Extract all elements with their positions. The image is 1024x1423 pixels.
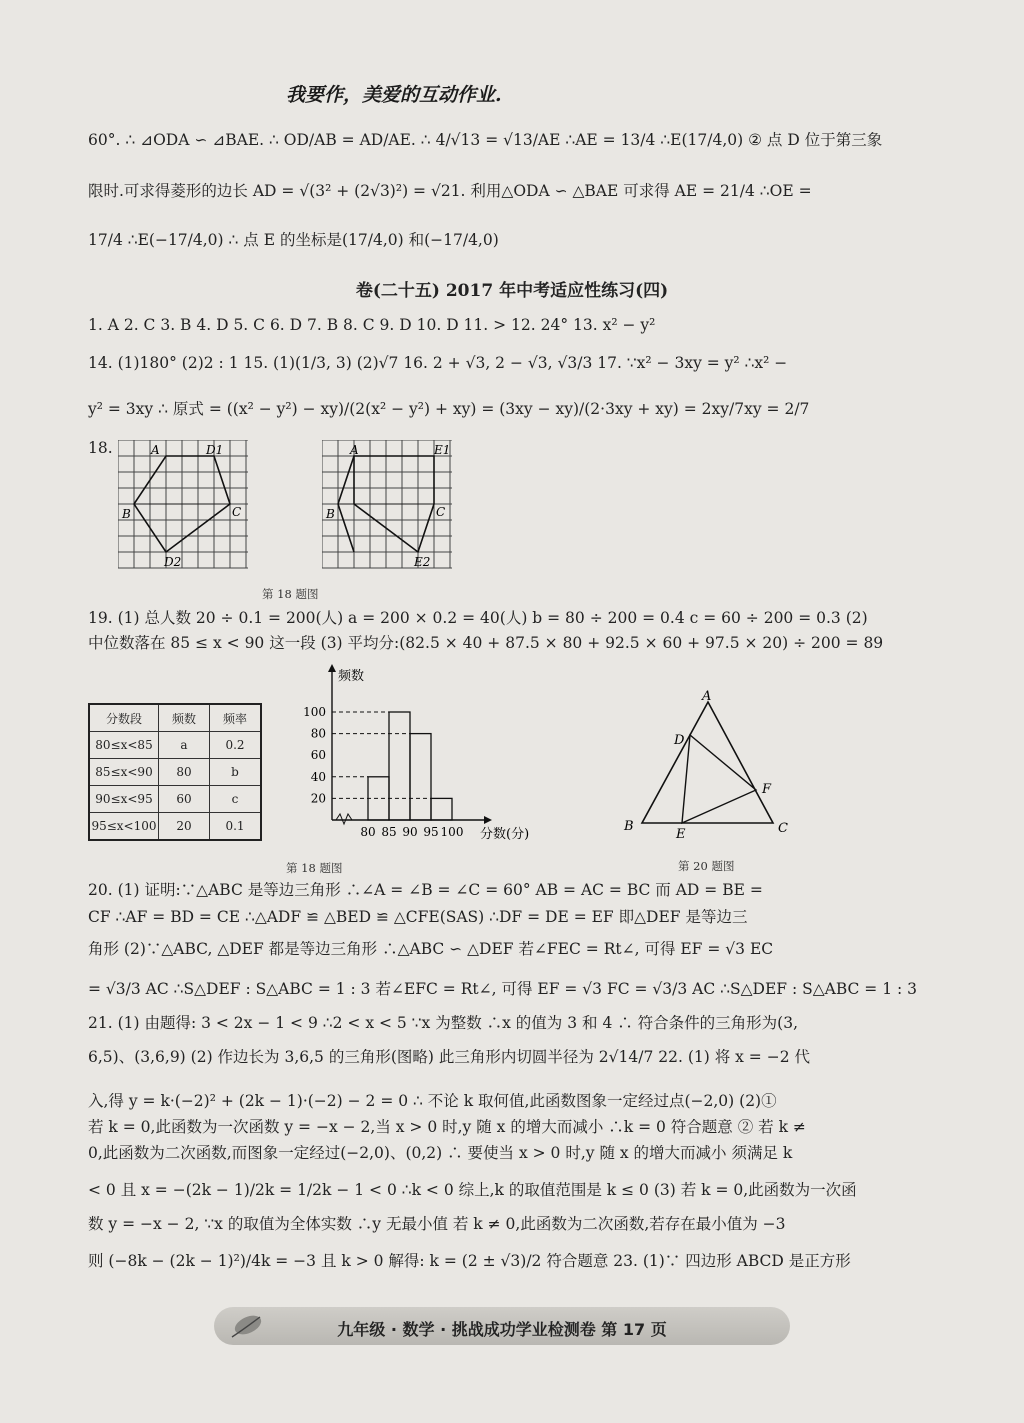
label-e: E — [676, 827, 686, 840]
figure-caption-20: 第 20 题图 — [678, 859, 735, 873]
y-axis-arrow — [328, 664, 336, 672]
text-line: 限时.可求得菱形的边长 AD = √(3² + (2√3)²) = √21. 利用△ODA ∽ △BAE 可求得 AE = 21/4 ∴OE = — [88, 182, 812, 200]
grid-figure-2 — [322, 440, 462, 570]
y-tick-label: 40 — [310, 769, 326, 784]
figure-caption-hist: 第 18 题图 — [286, 861, 343, 875]
text-line: 6,5)、(3,6,9) (2) 作边长为 3,6,5 的三角形(图略) 此三角形内切圆半径为 2√14/7 22. (1) 将 x = −2 代 — [88, 1048, 811, 1066]
text-line: 中位数落在 85 ≤ x < 90 这一段 (3) 平均分:(82.5 × 40 + 87.5 × 80 + 92.5 × 60 + 97.5 × 20) ÷ 200 = 89 — [88, 634, 884, 652]
x-axis-label: 分数(分) — [480, 827, 530, 842]
histogram-bar — [368, 777, 389, 820]
label-d2: D2 — [164, 555, 182, 569]
table-header: 频率 — [210, 704, 262, 732]
table-row — [89, 732, 261, 759]
text-line: 1. A 2. C 3. B 4. D 5. C 6. D 7. B 8. C 9. D 10. D 11. > 12. 24° 13. x² − y² — [88, 316, 656, 334]
table-cell: 60 — [159, 786, 210, 813]
label-a: A — [702, 690, 712, 704]
label-c: C — [232, 505, 242, 519]
table-cell: 90≤x<95 — [89, 786, 159, 813]
text-line: 则 (−8k − (2k − 1)²)/4k = −3 且 k > 0 解得: k = (2 ± √3)/2 符合题意 23. (1)∵ 四边形 ABCD 是正方形 — [88, 1252, 851, 1270]
triangle-figure-20 — [620, 690, 800, 840]
x-tick-label: 80 — [360, 825, 376, 839]
triangle-abc — [642, 702, 773, 823]
label-b: B — [624, 819, 634, 834]
text-line: 数 y = −x − 2, ∵x 的取值为全体实数 ∴y 无最小值 若 k ≠ 0,此函数为二次函数,若存在最小值为 −3 — [88, 1215, 786, 1233]
histogram-chart — [300, 662, 560, 847]
footer-text: 九年级 · 数学 · 挑战成功学业检测卷 第 17 页 — [337, 1320, 667, 1339]
label-c: C — [778, 821, 788, 836]
question-18-number: 18. — [88, 439, 113, 457]
x-tick-label: 90 — [402, 825, 418, 839]
label-d: D — [674, 733, 685, 748]
table-header: 频数 — [159, 704, 210, 732]
histogram-bar — [431, 798, 452, 820]
y-tick-label: 60 — [310, 748, 326, 763]
axis-break — [336, 814, 352, 824]
triangle-def — [682, 735, 756, 823]
label-b: B — [326, 507, 335, 521]
table-cell: 85≤x<90 — [89, 759, 159, 786]
table-cell: 20 — [159, 813, 210, 841]
x-tick-label: 95 — [423, 825, 439, 839]
histogram-bar — [389, 712, 410, 820]
x-tick-label: 100 — [440, 825, 464, 839]
x-axis-arrow — [484, 816, 492, 824]
y-tick-label: 100 — [303, 705, 326, 719]
text-line: y² = 3xy ∴ 原式 = ((x² − y²) − xy)/(2(x² − y²) + xy) = (3xy − xy)/(2·3xy + xy) = 2xy/7xy = 2/7 — [88, 400, 810, 418]
text-line: 21. (1) 由题得: 3 < 2x − 1 < 9 ∴2 < x < 5 ∵x 为整数 ∴x 的值为 3 和 4 ∴ 符合条件的三角形为(3, — [88, 1014, 799, 1032]
table-cell: 95≤x<100 — [89, 813, 159, 841]
text-line: = √3/3 AC ∴S△DEF : S△ABC = 1 : 3 若∠EFC = Rt∠, 可得 EF = √3 FC = √3/3 AC ∴S△DEF : S△ABC = 1 : 3 — [88, 980, 918, 998]
table-cell: b — [210, 759, 262, 786]
text-line: 若 k = 0,此函数为一次函数 y = −x − 2,当 x > 0 时,y 随 x 的增大而减小 ∴k = 0 符合题意 ② 若 k ≠ — [88, 1118, 806, 1136]
table-cell: c — [210, 786, 262, 813]
text-line: < 0 且 x = −(2k − 1)/2k = 1/2k − 1 < 0 ∴k < 0 综上,k 的取值范围是 k ≤ 0 (3) 若 k = 0,此函数为一次函 — [88, 1181, 857, 1199]
label-d1: D1 — [206, 443, 224, 457]
handwritten-note: 我要作，美爱的互动作业. — [286, 84, 502, 106]
label-e2: E2 — [414, 555, 431, 569]
table-row — [89, 813, 261, 841]
text-line: 19. (1) 总人数 20 ÷ 0.1 = 200(人) a = 200 × 0.2 = 40(人) b = 80 ÷ 200 = 0.4 c = 60 ÷ 200 = 0.3 (2) — [88, 609, 868, 627]
table-cell: 0.1 — [210, 813, 262, 841]
y-axis-label: 频数 — [338, 669, 365, 684]
table-row — [89, 786, 261, 813]
table-row — [89, 759, 261, 786]
table-header: 分数段 — [89, 704, 159, 732]
text-line: 20. (1) 证明:∵△ABC 是等边三角形 ∴∠A = ∠B = ∠C = 60° AB = AC = BC 而 AD = BE = — [88, 881, 763, 899]
y-tick-label: 80 — [310, 726, 326, 741]
text-line: 17/4 ∴E(−17/4,0) ∴ 点 E 的坐标是(17/4,0) 和(−17/4,0) — [88, 231, 499, 249]
text-line: CF ∴AF = BD = CE ∴△ADF ≌ △BED ≌ △CFE(SAS) ∴DF = DE = EF 即△DEF 是等边三 — [88, 908, 748, 926]
label-e1: E1 — [434, 443, 451, 457]
table-cell: 80 — [159, 759, 210, 786]
label-a: A — [350, 443, 359, 457]
label-a: A — [151, 443, 160, 457]
table-cell: 80≤x<85 — [89, 732, 159, 759]
figure-caption-18: 第 18 题图 — [262, 587, 319, 601]
grid-figure-1 — [118, 440, 258, 570]
y-tick-label: 20 — [310, 791, 326, 806]
label-c: C — [436, 505, 446, 519]
text-line: 入,得 y = k·(−2)² + (2k − 1)·(−2) − 2 = 0 ∴ 不论 k 取何值,此函数图象一定经过点(−2,0) (2)① — [88, 1092, 777, 1110]
histogram-bar — [410, 734, 431, 820]
x-tick-label: 85 — [381, 825, 397, 839]
label-b: B — [122, 507, 131, 521]
section-title: 卷(二十五) 2017 年中考适应性练习(四) — [355, 281, 669, 301]
frequency-table — [88, 703, 262, 841]
text-line: 0,此函数为二次函数,而图象一定经过(−2,0)、(0,2) ∴ 要使当 x > 0 时,y 随 x 的增大而减小 须满足 k — [88, 1144, 793, 1162]
table-cell: 0.2 — [210, 732, 262, 759]
label-f: F — [762, 782, 772, 797]
text-line: 14. (1)180° (2)2 : 1 15. (1)(1/3, 3) (2)√7 16. 2 + √3, 2 − √3, √3/3 17. ∵x² − 3xy = y² ∴x² − — [88, 354, 788, 372]
text-line: 60°. ∴ ⊿ODA ∽ ⊿BAE. ∴ OD/AB = AD/AE. ∴ 4/√13 = √13/AE ∴AE = 13/4 ∴E(17/4,0) ② 点 D 位于第三象 — [88, 131, 883, 149]
page-footer — [214, 1307, 790, 1345]
text-line: 角形 (2)∵△ABC, △DEF 都是等边三角形 ∴△ABC ∽ △DEF 若∠FEC = Rt∠, 可得 EF = √3 EC — [88, 940, 774, 958]
table-cell: a — [159, 732, 210, 759]
table-header-row — [89, 704, 261, 732]
